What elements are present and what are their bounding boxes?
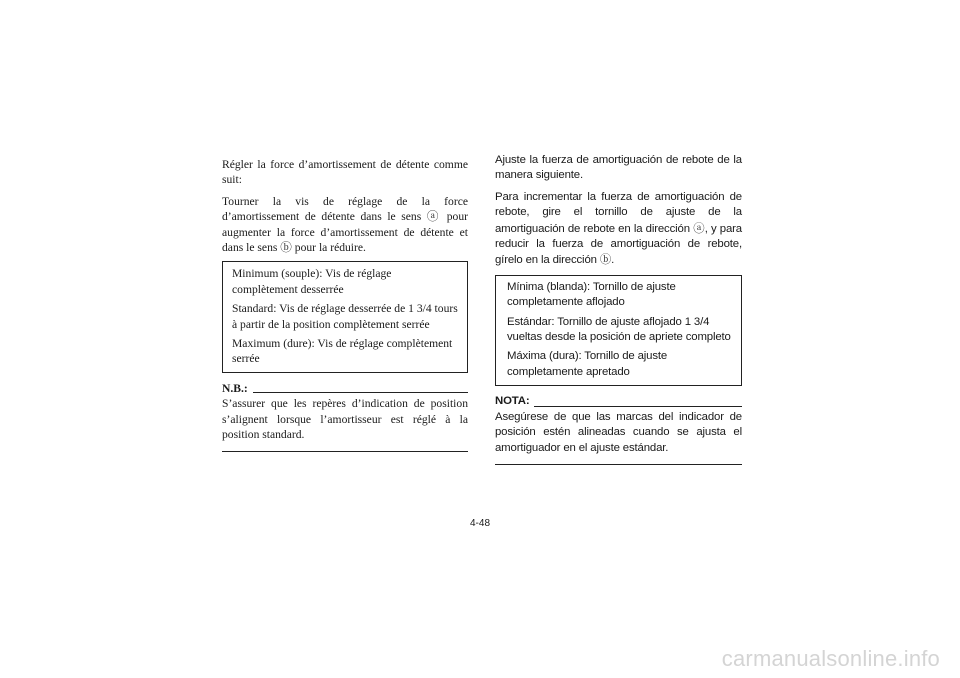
spanish-settings-box: [495, 275, 742, 386]
french-setting-standard: Standard: Vis de réglage desserrée de 1 3/4 tours à partir de la position complètement serrée: [232, 302, 458, 331]
french-intro: Régler la force d’amortissement de détente comme suit:: [222, 158, 468, 187]
spanish-note: [495, 394, 742, 465]
spanish-instructions: [495, 190, 742, 269]
french-setting-minimum: Minimum (souple): Vis de réglage complètement desserrée: [232, 267, 392, 296]
french-note-label: N.B.:: [222, 381, 248, 395]
spanish-note-header: [495, 394, 742, 409]
spanish-note-label: NOTA:: [495, 395, 530, 408]
french-note-end-rule: [222, 451, 468, 452]
spanish-column: [495, 153, 742, 465]
watermark: carmanualsonline.info: [721, 646, 940, 671]
french-instructions: [222, 194, 468, 256]
french-note-text: S’assurer que les repères d’indication de position s’alignent lorsque l’amortisseur est réglé à la position standard.: [222, 397, 468, 442]
french-instr-part3: pour la réduire.: [291, 241, 366, 255]
french-settings-box: [222, 261, 468, 372]
french-setting-maximum: Maximum (dure): Vis de réglage complètement serrée: [232, 337, 453, 366]
spanish-instr-part2: , y para reducir la fuerza de amortiguación de rebote, gírelo en la dirección: [495, 222, 742, 267]
spanish-instr-part1: Para incrementar la fuerza de amortiguación de rebote, gire el tornillo de ajuste de la amortiguación de rebote en la dirección: [495, 190, 742, 235]
spanish-setting-minimum: Mínima (blanda): Tornillo de ajuste completamente aflojado: [507, 280, 676, 309]
french-note-rule: [253, 392, 468, 393]
french-column: [222, 157, 468, 452]
spanish-setting-maximum: Máxima (dura): Tornillo de ajuste completamente apretado: [507, 350, 668, 378]
circled-b-icon: ⓑ: [599, 252, 612, 267]
circled-a-icon: ⓐ: [693, 220, 705, 235]
spanish-note-end-rule: [495, 464, 742, 465]
french-note: [222, 381, 468, 452]
french-note-header: [222, 381, 468, 396]
spanish-note-rule: [534, 406, 742, 407]
french-instr-part1: Tourner la vis de réglage de la force d’amortissement de détente dans le sens: [222, 194, 468, 224]
page-number: 4-48: [470, 518, 491, 529]
spanish-instr-part3: .: [611, 254, 615, 267]
spanish-note-text: Asegúrese de que las marcas del indicador de posición estén alineadas cuando se ajusta el amortiguador en el ajuste estándar.: [495, 410, 742, 454]
spanish-setting-standard: Estándar: Tornillo de ajuste aflojado 1 3/4 vueltas desde la posición de apriete completo: [507, 315, 731, 344]
circled-b-icon: ⓑ: [280, 240, 292, 255]
circled-a-icon: ⓐ: [426, 209, 442, 224]
spanish-intro: Ajuste la fuerza de amortiguación de rebote de la manera siguiente.: [495, 154, 742, 182]
french-instr-part2: pour augmenter la force d’amortissement de détente et dans le sens: [222, 210, 468, 255]
